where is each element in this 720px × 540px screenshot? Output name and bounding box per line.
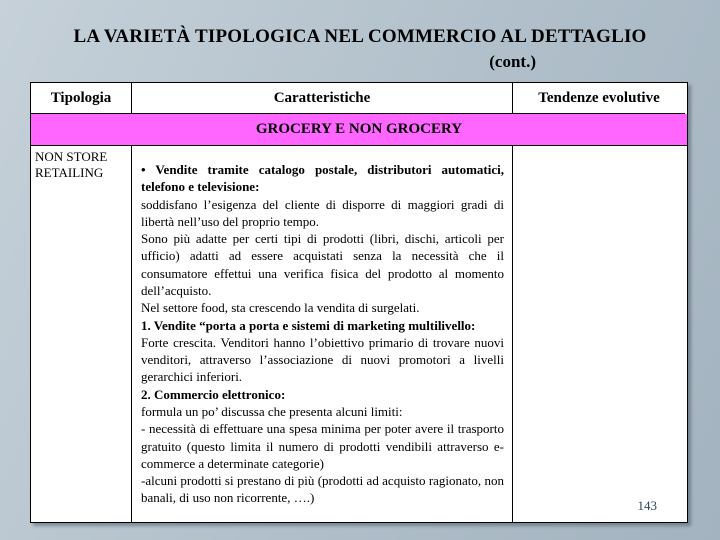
table-header-row [31,83,687,114]
header-tipologia: Tipologia [31,83,132,114]
header-tendenze-evolutive: Tendenze evolutive [513,83,685,114]
table-body-row [31,146,687,522]
characteristic-paragraph: 1. Vendite “porta a porta e sistemi di marketing multilivello: [141,317,476,333]
cell-tendenze-evolutive [513,146,685,522]
characteristic-paragraph: Sono più adatte per certi tipi di prodotti (libri, dischi, articoli per ufficio) adatti ad essere acquistati senza la necessità che il consumatore effettui una verifica fisica del prodotto al momento dell’acquisto. [141,231,504,298]
header-caratteristiche: Caratteristiche [132,83,513,114]
cell-caratteristiche [132,146,513,522]
section-row-grocery [31,114,687,146]
characteristic-paragraph: Forte crescita. Venditori hanno l’obiettivo primario di trovare nuovi venditori, attraverso l’associazione di nuovi promotori a livelli gerarchici inferiori. [141,334,504,385]
characteristic-paragraph: 2. Commercio elettronico: [141,386,286,402]
section-row-label: GROCERY E NON GROCERY [255,121,463,137]
characteristic-paragraph: Nel settore food, sta crescendo la vendita di surgelati. [141,300,420,316]
typology-table [30,82,688,523]
slide-title: LA VARIETÀ TIPOLOGICA NEL COMMERCIO AL DETTAGLIO [73,26,647,47]
page-number: 143 [637,498,657,513]
characteristic-paragraph: -alcuni prodotti si prestano di più (prodotti ad acquisto ragionato, non banali, di uso non ricorrente, ….) [141,473,504,506]
characteristic-paragraph: soddisfano l’esigenza del cliente di disporre di maggiori gradi di libertà nell’uso del proprio tempo. [141,196,504,229]
characteristic-paragraph: - necessità di effettuare una spesa minima per poter avere il trasporto gratuito (questo limita il numero di prodotti vendibili attraverso e-commerce a determinate categorie) [141,421,504,471]
cell-tipologia-non-store-retailing: NON STORE RETAILING [31,146,132,522]
characteristic-paragraph: formula un po’ discussa che presenta alcuni limiti: [141,403,403,419]
characteristic-paragraph: • Vendite tramite catalogo postale, distributori automatici, telefono e televisione: [141,162,504,195]
slide-title-continuation: (cont.) [489,52,536,71]
